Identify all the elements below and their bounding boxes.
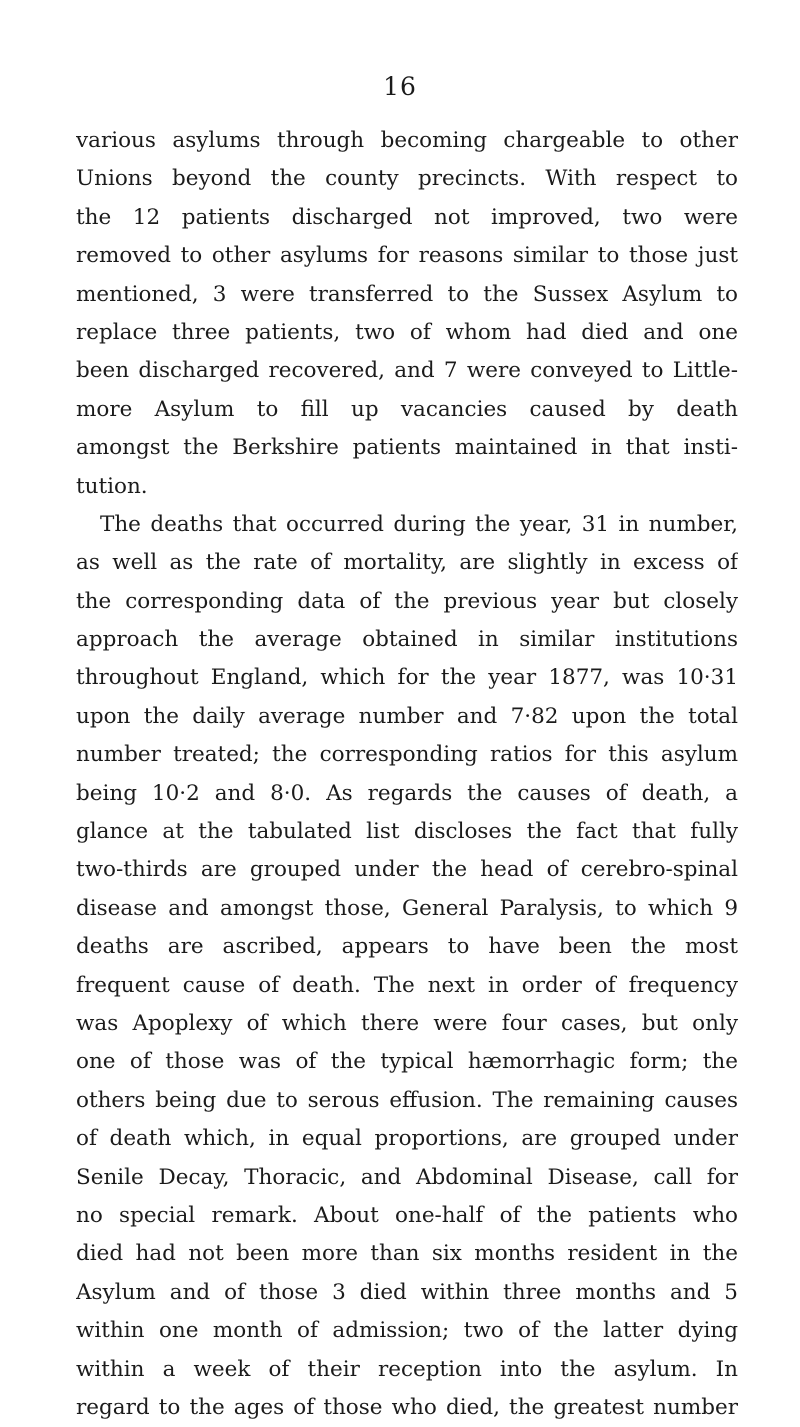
text-line: Unions beyond the county precincts. With respect to [76, 166, 738, 192]
text-line: no special remark. About one-half of the patients who [76, 1202, 738, 1228]
paragraph-start-line: The deaths that occurred during the year, 31 in number, [100, 511, 738, 537]
text-line: various asylums through becoming chargeable to other [76, 128, 738, 153]
page-number: 16 [383, 72, 417, 101]
text-line: others being due to serous effusion. The remaining causes [76, 1087, 738, 1113]
text-line: glance at the tabulated list discloses the fact that fully [76, 819, 738, 845]
text-line: upon the daily average number and 7·82 upon the total [76, 703, 738, 729]
text-line: one of those was of the typical hæmorrhagic form; the [76, 1049, 738, 1075]
text-line: as well as the rate of mortality, are slightly in excess of [76, 550, 738, 576]
text-line: been discharged recovered, and 7 were conveyed to Little- [76, 358, 738, 384]
text-line: Senile Decay, Thoracic, and Abdominal Disease, call for [76, 1164, 738, 1190]
text-line: disease and amongst those, General Paralysis, to which 9 [76, 895, 738, 921]
text-line: replace three patients, two of whom had died and one [76, 319, 738, 345]
text-line: two-thirds are grouped under the head of cerebro-spinal [76, 857, 738, 883]
text-line: number treated; the corresponding ratios for this asylum [76, 742, 738, 768]
body-text [76, 122, 738, 1427]
text-line: within one month of admission; two of the latter dying [76, 1318, 738, 1344]
text-line: the 12 patients discharged not improved, two were [76, 204, 738, 230]
text-line: died had not been more than six months resident in the [76, 1241, 738, 1267]
text-line: was Apoplexy of which there were four cases, but only [76, 1010, 738, 1036]
text-line: approach the average obtained in similar institutions [76, 627, 738, 653]
text-line: regard to the ages of those who died, the greatest number [76, 1394, 738, 1420]
text-line: within a week of their reception into the asylum. In [76, 1356, 738, 1382]
text-line: mentioned, 3 were transferred to the Sussex Asylum to [76, 281, 738, 307]
text-line: the corresponding data of the previous year but closely [76, 588, 738, 614]
text-line: amongst the Berkshire patients maintained in that insti- [76, 435, 738, 461]
text-line: tution. [76, 473, 148, 499]
text-line: more Asylum to fill up vacancies caused by death [76, 396, 738, 422]
text-line: frequent cause of death. The next in order of frequency [76, 972, 738, 998]
text-line: Asylum and of those 3 died within three months and 5 [76, 1279, 738, 1305]
text-line: removed to other asylums for reasons similar to those just [76, 243, 738, 269]
text-line: deaths are ascribed, appears to have been the most [76, 934, 738, 960]
text-line: throughout England, which for the year 1877, was 10·31 [76, 665, 738, 691]
text-line: being 10·2 and 8·0. As regards the causes of death, a [76, 780, 738, 806]
text-line: of death which, in equal proportions, are grouped under [76, 1126, 738, 1152]
